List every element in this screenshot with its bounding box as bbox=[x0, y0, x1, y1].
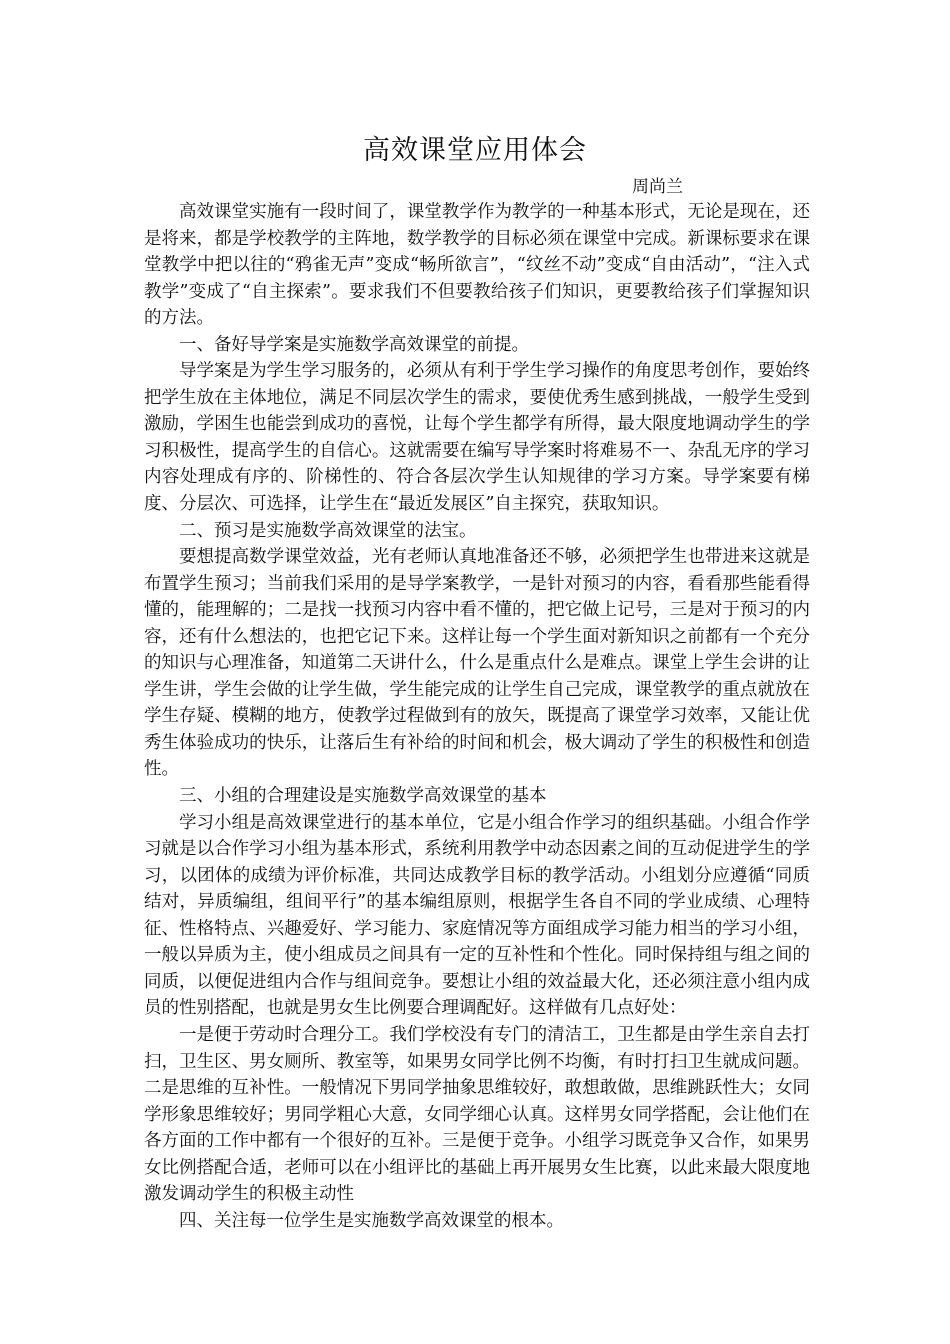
section-2-paragraph: 要想提高数学课堂效益，光有老师认真地准备还不够，必须把学生也带进来这就是布置学生预习；当前我们采用的是导学案教学，一是针对预习的内容，看看那些能看得懂的，能理解的；二是找一找预习内容中看不懂的，把它做上记号，三是对于预习的内容，还有什么想法的，也把它记下来。这样让每一个学生面对新知识之前都有一个充分的知识与心理准备，知道第二天讲什么，什么是重点什么是难点。课堂上学生会讲的让学生讲，学生会做的让学生做，学生能完成的让学生自己完成，课堂教学的重点就放在学生存疑、模糊的地方，使教学过程做到有的放矢，既提高了课堂学习效率，又能让优秀生体验成功的快乐，让落后生有补给的时间和机会，极大调动了学生的积极性和创造性。 bbox=[144, 547, 810, 780]
section-heading-2: 二、预习是实施数学高效课堂的法宝。 bbox=[179, 520, 477, 541]
section-3-paragraph: 学习小组是高效课堂进行的基本单位，它是小组合作学习的组织基础。小组合作学习就是以合作学习小组为基本形式，系统利用教学中动态因素之间的互动促进学生的学习，以团体的成绩为评价标准，共同达成教学目标的教学活动。小组划分应遵循“同质结对，异质编组，组间平行”的基本编组原则，根据学生各自不同的学业成绩、心理特征、性格特点、兴趣爱好、学习能力、家庭情况等方面组成学习能力相当的学习小组，一般以异质为主，使小组成员之间具有一定的互补性和个性化。同时保持组与组之间的同质，以便促进组内合作与组间竞争。要想让小组的效益最大化，还必须注意小组内成员的性别搭配，也就是男女生比例要合理调配好。这样做有几点好处： bbox=[144, 812, 810, 1019]
section-heading-1: 一、备好导学案是实施数学高效课堂的前提。 bbox=[179, 334, 529, 355]
section-heading-3: 三、小组的合理建设是实施数学高效课堂的基本 bbox=[179, 786, 547, 807]
section-3-benefits-paragraph: 一是便于劳动时合理分工。我们学校没有专门的清洁工，卫生都是由学生亲自去打扫，卫生区、男女厕所、教室等，如果男女同学比例不均衡，有时打扫卫生就成问题。二是思维的互补性。一般情况下男同学抽象思维较好，敢想敢做，思维跳跃性大；女同学形象思维较好；男同学粗心大意，女同学细心认真。这样男女同学搭配，会让他们在各方面的工作中都有一个很好的互补。三是便于竞争。小组学习既竞争又合作，如果男女比例搭配合适，老师可以在小组评比的基础上再开展男女生比赛，以此来最大限度地激发调动学生的积极主动性 bbox=[144, 1024, 810, 1205]
section-heading-4: 四、关注每一位学生是实施数学高效课堂的根本。 bbox=[179, 1210, 564, 1231]
document-title: 高效课堂应用体会 bbox=[363, 135, 587, 166]
document-body bbox=[144, 199, 810, 1234]
intro-paragraph: 高效课堂实施有一段时间了，课堂教学作为教学的一种基本形式，无论是现在，还是将来，都是学校教学的主阵地，数学教学的目标必须在课堂中完成。新课标要求在课堂教学中把以往的“鸦雀无声”变成“畅所欲言”，“纹丝不动”变成“自由活动”，“注入式教学”变成了“自主探索”。要求我们不但要教给孩子们知识，更要教给孩子们掌握知识的方法。 bbox=[144, 202, 810, 329]
section-1-paragraph: 导学案是为学生学习服务的，必须从有利于学生学习操作的角度思考创作，要始终把学生放在主体地位，满足不同层次学生的需求，要使优秀生感到挑战，一般学生受到激励，学困生也能尝到成功的喜悦，让每个学生都学有所得，最大限度地调动学生的学习积极性，提高学生的自信心。这就需要在编写导学案时将难易不一、杂乱无序的学习内容处理成有序的、阶梯性的、符合各层次学生认知规律的学习方案。导学案要有梯度、分层次、可选择，让学生在“最近发展区”自主探究，获取知识。 bbox=[144, 361, 810, 515]
document-author: 周尚兰 bbox=[632, 177, 683, 197]
